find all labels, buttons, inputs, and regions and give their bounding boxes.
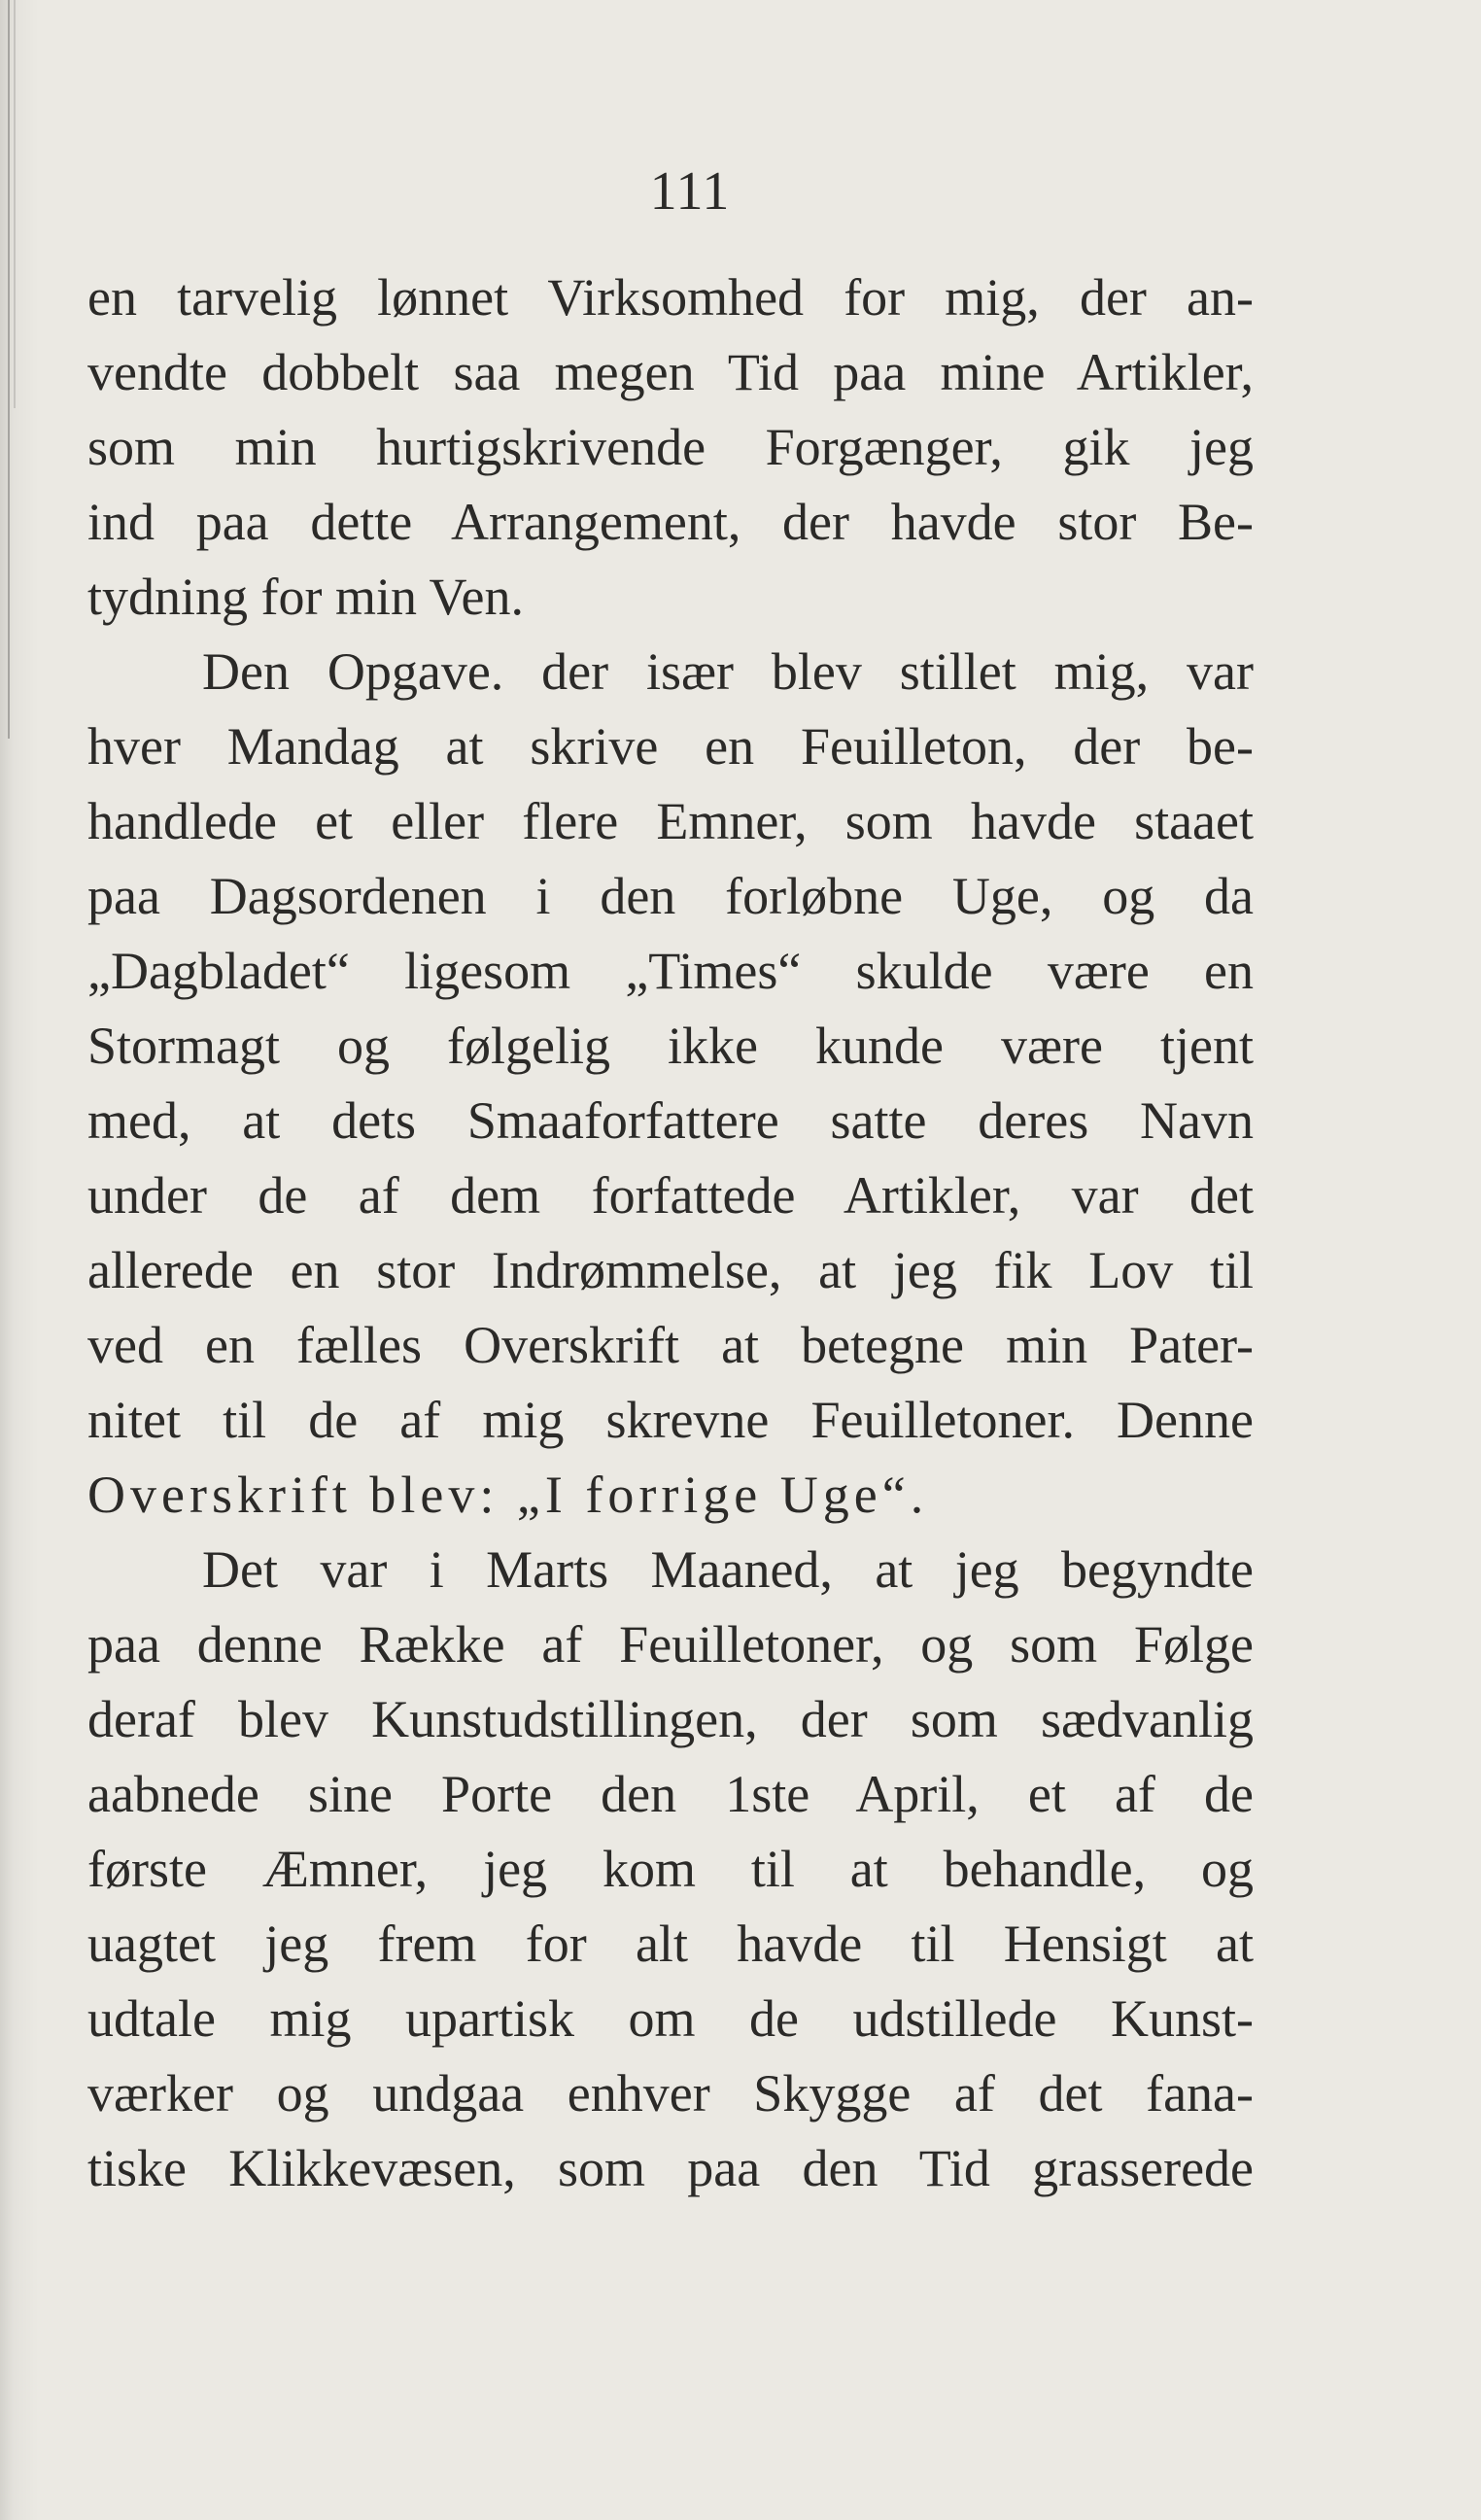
text-line: Stormagt og følgelig ikke kunde være tjent [87,1017,1254,1075]
text-line: nitet til de af mig skrevne Feuilletoner. Denne [87,1391,1254,1449]
text-line: med, at dets Smaaforfattere satte deres Navn [87,1091,1254,1150]
text-line: udtale mig upartisk om de udstillede Kunst- [87,1989,1254,2048]
text-line: handlede et eller flere Emner, som havde staaet [87,792,1254,850]
text-line: aabnede sine Porte den 1ste April, et af de [87,1765,1254,1823]
text-line: tydning for min Ven. [87,568,524,626]
text-line: vendte dobbelt saa megen Tid paa mine Artikler, [87,343,1254,401]
text-line: under de af dem forfattede Artikler, var det [87,1166,1254,1225]
text-line: „Dagbladet“ ligesom „Times“ skulde være en [87,942,1254,1000]
body-text [87,260,1254,2206]
paragraph-start-line: Det var i Marts Maaned, at jeg begyndte [202,1540,1254,1599]
text-line: paa Dagsordenen i den forløbne Uge, og da [87,867,1254,925]
paragraph-start-line: Den Opgave. der især blev stillet mig, var [202,642,1254,701]
text-line: ind paa dette Arrangement, der havde stor Be- [87,493,1254,551]
text-line: allerede en stor Indrømmelse, at jeg fik Lov til [87,1241,1254,1299]
text-line: ved en fælles Overskrift at betegne min Pater- [87,1316,1254,1374]
text-line: paa denne Række af Feuilletoner, og som Følge [87,1615,1254,1674]
text-line: som min hurtigskrivende Forgænger, gik jeg [87,418,1254,476]
page-number: 111 [649,161,731,222]
text-line: første Æmner, jeg kom til at behandle, og [87,1840,1254,1898]
text-line: uagtet jeg frem for alt havde til Hensigt at [87,1915,1254,1973]
text-line: en tarvelig lønnet Virksomhed for mig, der an- [87,268,1254,327]
text-line: deraf blev Kunstudstillingen, der som sædvanlig [87,1690,1254,1748]
text-line: tiske Klikkevæsen, som paa den Tid grasserede [87,2139,1254,2197]
text-line: Overskrift blev: „I forrige Uge“. [87,1466,929,1524]
text-line: værker og undgaa enhver Skygge af det fana- [87,2064,1254,2123]
binding-shadow-line [8,0,10,739]
text-line: hver Mandag at skrive en Feuilleton, der be- [87,717,1254,776]
